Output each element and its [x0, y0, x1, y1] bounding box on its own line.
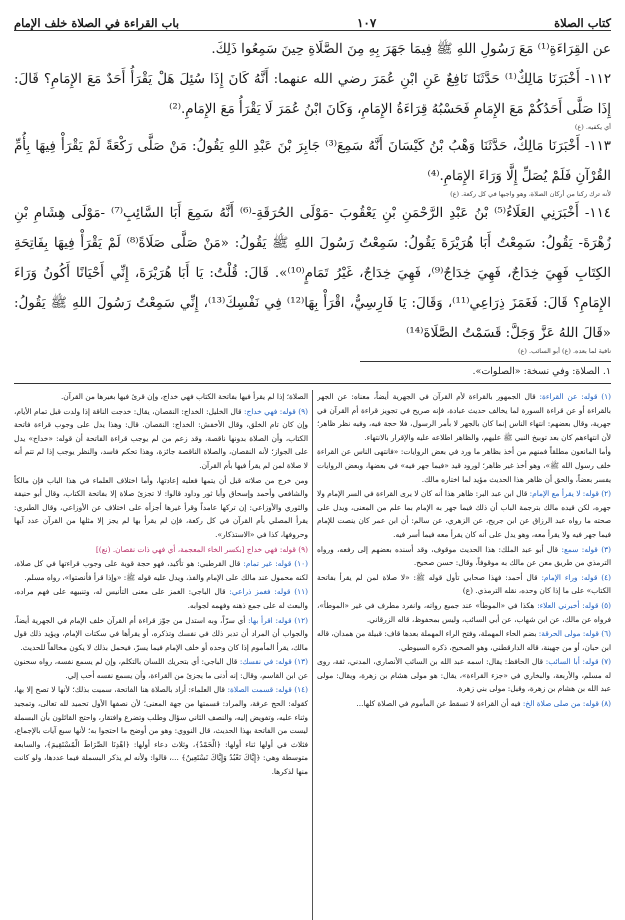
running-header	[14, 0, 611, 31]
commentary	[14, 390, 611, 920]
note-9-continued: ومن خرج من صلاته قبل أن يتمها فعليه إعادتها، وأما اختلاف العلماء في هذا الباب فإن مالكاً والشافعي وأحمد وإسحاق وأبا ثور وداود قالوا: لا تجزئ صلاة إلا بفاتحة الكتاب، وقال أبو حنيفة والثوري والأوزاعي: إن تركها عامداً وقرأ غيرها أجزأه على اختلاف عن الأوزاعي، وقال الطبري: يقرأ المصلي بأم القرآن في كل ركعة، فإن لم يقرأ بها لم يجز إلا مثلها من القرآن عدد آيها وحروفها، كذا في «الاستذكار».	[14, 475, 308, 539]
main-text	[14, 35, 611, 355]
header-book-title: كتاب الصلاة	[554, 16, 611, 30]
continued-text: الصلاة؛ إذا لم يقرأ فيها بفاتحة الكتاب فهي خداج، وإن قرئ فيها بغيرها من القرآن.	[60, 392, 308, 401]
commentary-right-column	[317, 390, 611, 920]
note-3: (٣) قوله: سمع: قال أبو عبد الملك: هذا الحديث موقوف، وقد أسنده بعضهم إلى رفعه، ورواه الترمذي من طريق معن عن مالك به موقوفاً، وقال: حسن صحيح.	[317, 544, 611, 568]
header-chapter-title: باب القراءة في الصلاة خلف الإمام	[14, 16, 180, 30]
note-10: (١٠) قوله: غير تمام: قال القرطبي: هو تأكيد، فهو حجة قوية على وجوب قراءتها في كل صلاة، لكنه محمول عند مالك على الإمام والفذ، ويدل عليه قوله ﷺ: «وإذا قرأ فأنصتوا»، رواه مسلم.	[14, 559, 308, 582]
note-14: (١٤) قوله: قسمت الصلاة: قال العلماء: أراد بالصلاة هنا الفاتحة، سميت بذلك؛ لأنها لا تصح إلا بها، كقوله: الحج عرفة، والمراد: قسمتها من جهة المعنى؛ لأن نصفها الأول تحميد لله تعالى، وتمجيد وثناء عليه، وتفويض إليه، والنصف الثاني سؤال وطلب وتضرع وافتقار، واحتج القائلون بأن البسملة ليست من الفاتحة بهذا الحديث، قال النووي: وهو من أوضح ما احتجوا به؛ لأنها سبع آيات بالإجماع، فثلاث في أولها ثناء أولها: ﴿الْحَمْدُ﴾، وثلاث دعاء أولها: ﴿اهْدِنَا الصِّرَاطَ الْمُسْتَقِيمَ﴾، والسابعة متوسطة وهي: ﴿إِيَّاكَ نَعْبُدُ وَإِيَّاكَ نَسْتَعِينُ﴾ ...، قالوا: ولأنه لم يذكر البسملة فيما عددها، ولو كانت منها لذكرها.	[14, 685, 308, 777]
gloss-112: أي يكفيه. (ع)	[574, 123, 611, 131]
footnote-separator	[360, 361, 611, 362]
note-2: (٢) قوله: لا يقرأ مع الإمام: قال ابن عبد البر: ظاهر هذا أنه كان لا يرى القراءة في السر الإمام ولا جهره، لكن قيده مالك بترجمة الباب أن ذلك فيما جهر به الإمام بما علم من المعنى، ويدل على صحته ما رواه عبد الرزاق عن ابن جريج، عن الزهري، عن سالم: أن ابن عمر كان ينصت للإمام فيما جهر فيه ولا يقرأ معه، وهو يدل على أنه كان يقرأ معه فيما أسر فيه.	[317, 489, 611, 539]
note-11: (١١) قوله: فغمز ذراعي: قال الباجي: الغمز على معنى التأنيس له، وتنبيهه على فهم مراده، والبعث له على جمع ذهنه وفهمه لجوابه.	[14, 587, 308, 610]
commentary-separator	[14, 383, 611, 384]
note-9: (٩) قوله: فهي خداج: قال الخليل: الخداج: النقصان، يقال: خدجت الناقة إذا ولدت قبل تمام الأيام، وإن كان تام الخلق، وقال الأخفش: الخداج: النقصان. قال: وهذا يدل على وجوب قراءة فاتحة الكتاب، وأن الصلاة بدونها ناقصة، وقد زعم من لم يوجب قراءة الفاتحة أن قوله: «خداج» يدل على الجواز؛ لأنه النقصان، والصلاة الناقصة جائزة، وهذا تحكم فاسد، والنظر يوجب إذا لم تتم أنه لا صلاة لمن لم يقرأ فيها بأم القرآن.	[14, 406, 308, 470]
note-7: (٧) قوله: أبا السائب: قال الحافظ: يقال: اسمه عبد الله بن السائب الأنصاري، المدني، ثقة، روى له مسلم، والأربعة، والبخاري في «جزء القراءة»، يقال: هو مولى هشام بن زهرة، ويقال: مولى عبد الله بن هشام بن زهرة، وقيل: مولى بني زهرة.	[317, 657, 611, 694]
matn-intro: عن القِرَاءَةِ⁽¹⁾ مَعَ رَسُولِ اللهِ ﷺ فِيمَا جَهَرَ بِهِ مِنَ الصَّلَاةِ حِينَ سَمِعُوا ذَلِكَ.	[211, 42, 611, 57]
commentary-left-column	[14, 390, 308, 920]
column-divider	[312, 390, 313, 920]
gloss-114: نافية لما بعده. (ع) أبو السائب. (ع)	[518, 347, 611, 355]
note-1: (١) قوله: عن القراءة: قال الجمهور بالقراءة لأم القرآن في الجهرية أيضاً، معناه: عن الجهر بالقراءة أو عن قراءة السورة لما يخالف حديث عبادة، فإنه صريح في تجويز قراءة أم القرآن في جهرية، وقال بعضهم: انتهاء الناس إنما كان بالجهر لا بأمر الرسول، فلا حجة فيه، وفيه نظر ظاهر؛ لأن انتهاءهم كان بعد توبيخ النبي ﷺ عليهم، والظاهر اطلاعه عليه والإقرار بالانتهاء.	[317, 392, 611, 442]
gloss-113: لأنه ترك ركنا من أركان الصلاة، وهو واجبها في كل ركعة. (ع)	[450, 190, 611, 198]
note-12: (١٢) قوله: اقرأ بها: أي سرّاً، وبه استدل من جوّز قراءة أم القرآن خلف الإمام في الجهرية أيضاً، والجواب أن المراد أن تدبر ذلك في نفسك وتذكره، أو يقرأها في سكتات الإمام، ويؤيد ذلك قول مالك، يقرأ المأموم إذا كان وحده أو خلف الإمام فيما يسرّ، فيحمل بذلك لا يكون مخالفاً للحديث.	[14, 615, 308, 652]
hadith-114: ١١٤- أَخْبَرَنِي العَلَاءُ⁽⁵⁾ بْنُ عَبْدِ الرَّحْمَنِ بْنِ يَعْقُوبَ -مَوْلَى الحُرَقَةِ-⁽⁶⁾ أَنَّهُ سَمِعَ أَبَا السَّائِبِ⁽⁷⁾ -مَوْلَى هِشَامِ بْنِ زُهْرَةَ- يَقُولُ: سَمِعْتُ أَبَا هُرَيْرَةَ يَقُولُ: سَمِعْتُ رَسُولَ اللهِ ﷺ يَقُولُ: «مَنْ صَلَّى صَلَاةً⁽⁸⁾ لَمْ يَقْرَأْ فِيهَا بِفَاتِحَةِ الكِتَابِ فَهِيَ خِدَاجٌ، فَهِيَ خِدَاجٌ⁽⁹⁾، فَهِيَ خِدَاجٌ، غَيْرُ تَمَامٍ⁽¹⁰⁾». قَالَ: قُلْتُ: يَا أَبَا هُرَيْرَةَ، إِنِّي أَحْيَانًا أَكُونُ وَرَاءَ الإِمَامِ؟ قَالَ: فَغَمَزَ ذِرَاعِي⁽¹¹⁾، وَقَالَ: يَا فَارِسِيُّ، اقْرَأْ بِهَا⁽¹²⁾ فِي نَفْسِكَ⁽¹³⁾، إِنِّي سَمِعْتُ رَسُولَ اللهِ ﷺ يَقُولُ: «قَالَ اللهُ عَزَّ وَجَلَّ: قَسَمْتُ الصَّلَاةَ⁽¹⁴⁾	[14, 206, 612, 341]
page-number: ١٠٧	[356, 16, 377, 30]
note-13: (١٣) قوله: في نفسك: قال الباجي: أي بتحريك اللسان بالتكلم، وإن لم يسمع نفسه، رواه سحنون عن ابن القاسم، وقال: إنه أدنى ما يجزئ من القراءة، وأن يسمع نفسه أحب إلي.	[14, 657, 308, 680]
note-9-alt: (٩) قوله: فهي خداج [بكسر الخاء المعجمة، أي فهي ذات نقصان. (نع)]	[95, 544, 308, 554]
hadith-112: ١١٢- أَخْبَرَنَا مَالِكٌ⁽¹⁾ حَدَّثَنَا نَافِعٌ عَنِ ابْنِ عُمَرَ رضي الله عنهما: أَنَّهُ كَانَ إِذَا سُئِلَ هَلْ يَقْرَأُ أَحَدٌ مَعَ الإِمَامِ؟ قَالَ: إِذَا صَلَّى أَحَدُكُمْ مَعَ الإِمَامِ فَحَسْبُهُ قِرَاءَةُ الإِمَامِ، وَكَانَ ابْنُ عُمَرَ لَا يَقْرَأُ مَعَ الإِمَامِ.⁽²⁾	[14, 72, 612, 117]
note-8: (٨) قوله: من صلى صلاة الخ: فيه أن القراءة لا تسقط عن المأموم في الصلاة كلها...	[356, 699, 611, 709]
note-6: (٦) قوله: مولى الحرقة: بضم الحاء المهملة، وفتح الراء المهملة بعدها قاف: قبيلة من همدان، قاله ابن حبان، أو من جهينة، قاله الدارقطني، وهو الصحيح، ذكره السيوطي.	[317, 629, 611, 652]
note-4: (٤) قوله: وراء الإمام: قال أحمد: فهذا صحابي تأول قوله ﷺ: «لا صلاة لمن لم يقرأ بفاتحة الكتاب» على ما إذا كان وحده، نقله الترمذي. (ع)	[317, 572, 611, 596]
hadith-113: ١١٣- أَخْبَرَنَا مَالِكٌ، حَدَّثَنَا وَهْبُ بْنُ كَيْسَانَ أَنَّهُ سَمِعَ⁽³⁾ جَابِرَ بْنَ عَبْدِ اللهِ يَقُولُ: مَنْ صَلَّى رَكْعَةً لَمْ يَقْرَأْ فِيهَا بِأُمِّ القُرْآنِ فَلَمْ يُصَلِّ إِلَّا وَرَاءَ الإِمَامِ.⁽⁴⁾	[14, 139, 611, 184]
note-1-continued: وأما المانعون مطلقاً فمنهم من أخذ بظاهر ما ورد في بعض الروايات: «فانتهى الناس عن القراءة خلف رسول الله ﷺ»، وهو أخذ غير ظاهر؛ لورود قيد «فيما جهر فيه» في بعضها، وبعض الروايات يفسر بعضاً، والحق أن ظاهر هذا الحديث مؤيد لما اختاره مالك.	[317, 447, 611, 484]
footnote-variant: ١. الصلاة: وفي نسخة: «الصلوات».	[472, 366, 611, 377]
note-5: (٥) قوله: أخبرني العلاء: هكذا في «الموطأ» عند جميع رواته، وانفرد مطرف في غير «الموطأ»، فرواه عن مالك، عن ابن شهاب، عن أبي السائب، وليس بمحفوظ، قاله الزرقاني.	[317, 600, 611, 624]
